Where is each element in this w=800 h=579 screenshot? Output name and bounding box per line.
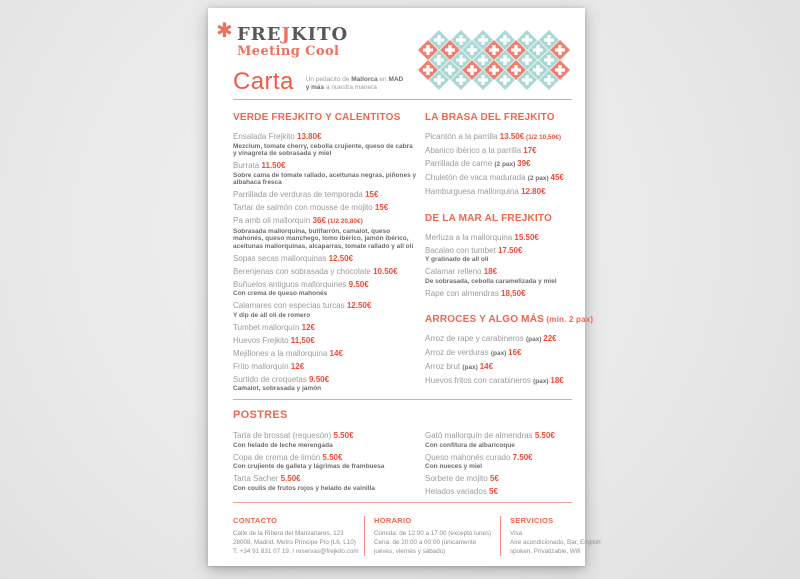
footer-divider	[233, 502, 572, 503]
item-description: Con helado de leche merengada	[233, 441, 333, 449]
footer-column-servicios	[500, 516, 601, 556]
item-name: Tumbet mallorquín	[233, 322, 302, 332]
subtitle-segment: y más	[305, 84, 325, 91]
menu-item	[425, 453, 572, 471]
item-name: Frito mallorquín	[233, 361, 291, 371]
page-subtitle-line	[306, 84, 404, 92]
item-price: 11.50€	[261, 161, 286, 170]
item-name: Arroz brut	[425, 362, 463, 371]
item-price: 14€	[329, 348, 343, 358]
item-price: 12.50€	[328, 253, 354, 263]
item-name: Huevos fritos con carabineros	[425, 376, 534, 385]
decorative-pattern	[418, 30, 572, 90]
menu-item-line	[233, 323, 417, 333]
page-subtitle	[306, 76, 404, 92]
menu-item-line	[425, 487, 572, 497]
item-description: Con coulis de frutos rojos y helado de vainilla	[233, 484, 375, 492]
item-name: Arroz de verduras	[425, 348, 491, 357]
item-price: 12€	[290, 361, 305, 371]
item-name: Calamares con especias turcas	[233, 301, 347, 310]
postres-column-right	[425, 431, 572, 500]
menu-item	[425, 487, 572, 497]
item-price: 10.50€	[373, 266, 398, 276]
footer-line: T. +34 91 831 07 19. / reservas@frejkito.com	[233, 548, 359, 555]
header-divider	[233, 99, 572, 100]
item-name: Chuletón de vaca madurada	[425, 173, 528, 182]
menu-item-line	[425, 187, 572, 197]
item-pax-note: (pax)	[490, 350, 509, 357]
item-name: Parrillada de verduras de temporada	[233, 190, 366, 199]
menu-item	[233, 349, 417, 359]
item-description: Sobrasada mallorquina, butifarrón, camalot, queso mahonés, queso manchego, lomo ibérico, jamón ibérico, aceitunas mallorquinas, alcaparras, tomate rallado y all oli	[233, 227, 414, 250]
item-pax-note: (pax)	[533, 378, 551, 385]
item-name: Rape con almendras	[425, 288, 502, 298]
menu-column-left	[233, 112, 425, 409]
subtitle-segment: a nuestra manera	[324, 84, 377, 91]
item-half-price: (1/2 20,80€)	[325, 218, 363, 225]
footer-column-contacto	[233, 516, 364, 556]
menu-item	[233, 375, 417, 393]
section-title-suffix: (min. 2 pax)	[544, 315, 594, 324]
item-price: 5.50€	[280, 474, 301, 483]
item-name: Hamburguesa mallorquina	[425, 187, 522, 196]
footer-column-horario	[364, 516, 500, 556]
subtitle-segment: Mallorca	[351, 76, 378, 83]
menu-item-line	[233, 349, 417, 359]
footer-line: jueves, viernes y sábado)	[374, 548, 446, 555]
item-price: 5.50€	[333, 431, 354, 440]
menu-section	[425, 213, 572, 299]
item-description: Mezclum, tomate cherry, cebolla crujiente, queso de cabra y vinagreta de sobrasada y miel	[233, 142, 413, 157]
menu-item-line	[425, 159, 572, 170]
menu-item-line	[425, 289, 572, 299]
page-subtitle-line	[306, 76, 404, 84]
menu-item-line	[233, 301, 417, 311]
item-price: 45€	[550, 173, 564, 182]
item-name: Surtido de croquetas	[233, 374, 310, 384]
diamond-teal-icon	[473, 70, 493, 90]
menu-item	[233, 280, 417, 298]
item-price: 12.80€	[521, 187, 546, 196]
logo-tagline: Meeting Cool	[237, 44, 340, 59]
footer-column-title: CONTACTO	[233, 516, 278, 525]
item-description: Y gratinado de all oli	[425, 256, 489, 263]
logo-title-pre: FRE	[237, 24, 282, 45]
footer-line: 28008, Madrid. Metro Príncipe Pío (L6, L10)	[233, 539, 356, 546]
menu-item	[425, 431, 572, 449]
asterisk-logo-icon: ✱	[216, 18, 233, 42]
item-description: Sobre cama de tomate rallado, aceitunas negras, piñones y albahaca fresca	[233, 171, 417, 186]
menu-item-line	[425, 233, 572, 243]
item-name: Bacalao con tumbet	[425, 245, 498, 255]
item-price: 18,50€	[501, 288, 526, 298]
menu-item-line	[425, 453, 572, 463]
section-title-text: LA BRASA DEL FREJKITO	[425, 112, 555, 123]
menu-item-line	[425, 348, 572, 359]
item-name: Tarta de brossat (requesón)	[233, 431, 334, 440]
postres-section	[233, 409, 572, 500]
menu-item-line	[233, 375, 417, 385]
menu-item-line	[233, 203, 417, 213]
item-price: 15€	[374, 203, 389, 212]
item-price: 9.50€	[348, 279, 369, 289]
section-title	[233, 112, 417, 124]
menu-item-line	[233, 216, 417, 227]
menu-item	[425, 173, 572, 184]
subtitle-segment: en	[377, 76, 389, 83]
menu-page	[208, 8, 601, 566]
postres-column-left	[233, 431, 425, 496]
item-price: 36€	[312, 216, 326, 225]
menu-item-line	[233, 362, 417, 372]
postres-divider	[233, 399, 572, 400]
item-description: Camalot, sobrasada y jamón	[233, 385, 322, 392]
menu-item	[233, 474, 417, 492]
item-description: Con confitura de albaricoque	[425, 441, 515, 449]
menu-item	[425, 159, 572, 170]
item-description: Con crema de queso mahonés	[233, 290, 328, 297]
item-price: 5€	[489, 474, 499, 483]
item-price: 7.50€	[512, 452, 533, 462]
item-name: Calamar relleno	[425, 267, 484, 276]
item-price: 12.50€	[346, 301, 372, 310]
menu-item	[425, 289, 572, 299]
subtitle-segment: Un pedacito de	[305, 76, 352, 83]
item-price: 17.50€	[497, 245, 523, 255]
item-description: Con nueces y miel	[425, 463, 483, 470]
menu-item	[233, 190, 417, 200]
item-name: Berenjenas con sobrasada y chocolate	[233, 266, 374, 276]
item-name: Merluza a la mallorquina	[425, 232, 515, 242]
menu-item-line	[425, 362, 572, 373]
logo	[237, 25, 348, 59]
item-pax-note: (2 pax)	[494, 161, 518, 168]
menu-item	[425, 362, 572, 373]
footer-line: spoken, Privatizable, Wifi	[510, 548, 581, 555]
page-title: Carta	[233, 68, 294, 95]
item-price: 18€	[483, 267, 498, 276]
menu-item-line	[425, 474, 572, 484]
item-pax-note: (2 pax)	[527, 175, 551, 182]
item-name: Huevos Frejkito	[233, 335, 291, 345]
menu-section	[233, 112, 417, 393]
item-name: Copa de crema de limón	[233, 452, 323, 462]
menu-item	[233, 453, 417, 471]
menu-item-line	[425, 146, 572, 156]
menu-item-line	[233, 161, 417, 171]
section-title	[425, 213, 572, 225]
menu-item-line	[425, 173, 572, 184]
footer	[233, 516, 601, 556]
item-price: 22€	[543, 334, 557, 343]
section-title-text: VERDE FREJKITO Y CALENTITOS	[233, 112, 401, 123]
menu-item	[233, 431, 417, 449]
item-price: 15.50€	[514, 232, 539, 242]
item-price: 5€	[489, 487, 498, 496]
menu-body	[233, 112, 594, 409]
item-name: Helados variados	[425, 487, 490, 496]
footer-line: Cena: de 20:00 a 00:00 (únicamente	[374, 539, 477, 546]
menu-item-line	[233, 431, 417, 441]
menu-section	[425, 112, 572, 197]
menu-item	[233, 362, 417, 372]
item-name: Picantón a la parrilla	[425, 132, 500, 141]
item-name: Queso mahonés curado	[425, 452, 513, 462]
item-description: Y dip de all oli de romero	[233, 311, 311, 319]
item-price: 18€	[550, 376, 564, 385]
section-title-text: ARROCES Y ALGO MÁS	[425, 314, 544, 325]
item-price: 39€	[517, 159, 531, 168]
menu-item	[233, 203, 417, 213]
item-name: Pa amb oli mallorquín	[233, 216, 313, 225]
item-price: 12€	[301, 322, 315, 332]
item-price: 9.50€	[309, 374, 330, 384]
menu-item-line	[233, 132, 417, 142]
menu-item	[233, 323, 417, 333]
postres-title: POSTRES	[233, 409, 288, 421]
footer-line: Comida: de 12:00 a 17:00 (excepto lunes)	[374, 530, 492, 537]
menu-item-line	[233, 254, 417, 264]
item-price: 13.80€	[297, 132, 322, 141]
item-half-price: (1/2 10,50€)	[524, 134, 562, 141]
item-price: 11,50€	[290, 335, 315, 345]
item-name: Abanico ibérico a la parrilla	[425, 146, 524, 155]
menu-item	[233, 161, 417, 187]
menu-item-line	[425, 267, 572, 277]
item-pax-note: (pax)	[525, 336, 544, 343]
logo-title-j: J	[281, 24, 291, 45]
menu-item	[425, 334, 572, 345]
item-price: 15€	[365, 190, 379, 199]
menu-item-line	[233, 267, 417, 277]
item-name: Tartar de salmón con mousse de mojito	[233, 203, 375, 212]
diamond-teal-icon	[429, 70, 449, 90]
item-name: Ensalada Frejkito	[233, 132, 298, 141]
footer-column-title: SERVICIOS	[510, 516, 554, 525]
menu-item	[425, 233, 572, 243]
menu-item	[233, 301, 417, 319]
menu-item	[425, 187, 572, 197]
menu-item-line	[425, 334, 572, 345]
menu-item-line	[425, 431, 572, 441]
item-name: Buñuelos antiguos mallorquines	[233, 279, 349, 289]
item-name: Burrata	[233, 161, 262, 170]
item-price: 13.50€	[499, 132, 525, 141]
item-name: Mejillones a la mallorquina	[233, 348, 330, 358]
footer-line: Visa	[510, 530, 523, 537]
item-price: 16€	[508, 348, 522, 357]
menu-item	[233, 254, 417, 264]
diamond-teal-icon	[495, 70, 515, 90]
menu-item-line	[233, 280, 417, 290]
item-name: Parrillada de carne	[425, 159, 495, 168]
subtitle-segment: MAD	[388, 76, 404, 83]
item-price: 14€	[479, 362, 494, 371]
item-description: Con crujiente de galleta y lágrimas de frambuesa	[233, 463, 385, 470]
item-name: Gató mallorquín de almendras	[425, 431, 535, 440]
logo-title-post: KITO	[291, 24, 349, 45]
diamond-teal-icon	[517, 70, 537, 90]
section-title	[425, 112, 572, 124]
item-price: 17€	[523, 146, 537, 155]
menu-section	[425, 314, 594, 387]
diamond-teal-icon	[451, 70, 471, 90]
menu-item	[425, 474, 572, 484]
item-name: Tarta Sacher	[233, 474, 281, 483]
menu-item	[425, 376, 572, 387]
item-name: Sorbete de mojito	[425, 474, 490, 483]
menu-column-right	[425, 112, 594, 403]
menu-item	[425, 132, 572, 143]
menu-item	[233, 132, 417, 158]
menu-item-line	[425, 376, 572, 387]
item-description: De sobrasada, cebolla caramelizada y miel	[425, 277, 557, 285]
menu-item	[425, 267, 572, 285]
menu-item-line	[233, 453, 417, 463]
menu-item-line	[425, 246, 572, 256]
item-price: 5.50€	[322, 452, 343, 462]
item-pax-note: (pax)	[462, 364, 480, 371]
menu-item	[425, 146, 572, 156]
item-price: 5.50€	[534, 431, 555, 440]
logo-title	[237, 25, 348, 45]
menu-item-line	[233, 190, 417, 200]
diamond-teal-icon	[539, 70, 559, 90]
item-name: Arroz de rape y carabineros	[425, 334, 526, 343]
menu-item	[425, 348, 572, 359]
item-name: Sopas secas mallorquinas	[233, 253, 329, 263]
menu-item-line	[233, 336, 417, 346]
footer-line: Aire acondicionado, Bar, English	[510, 539, 601, 546]
menu-item-line	[233, 474, 417, 484]
menu-item	[233, 216, 417, 250]
menu-item	[425, 246, 572, 264]
page-title-block	[233, 69, 403, 95]
menu-item-line	[425, 132, 572, 143]
menu-item	[233, 267, 417, 277]
section-title	[425, 314, 594, 326]
footer-column-title: HORARIO	[374, 516, 412, 525]
footer-line: Calle de la Ribera del Manzanares, 123	[233, 530, 344, 537]
menu-item	[233, 336, 417, 346]
section-title-text: DE LA MAR AL FREJKITO	[425, 212, 552, 224]
